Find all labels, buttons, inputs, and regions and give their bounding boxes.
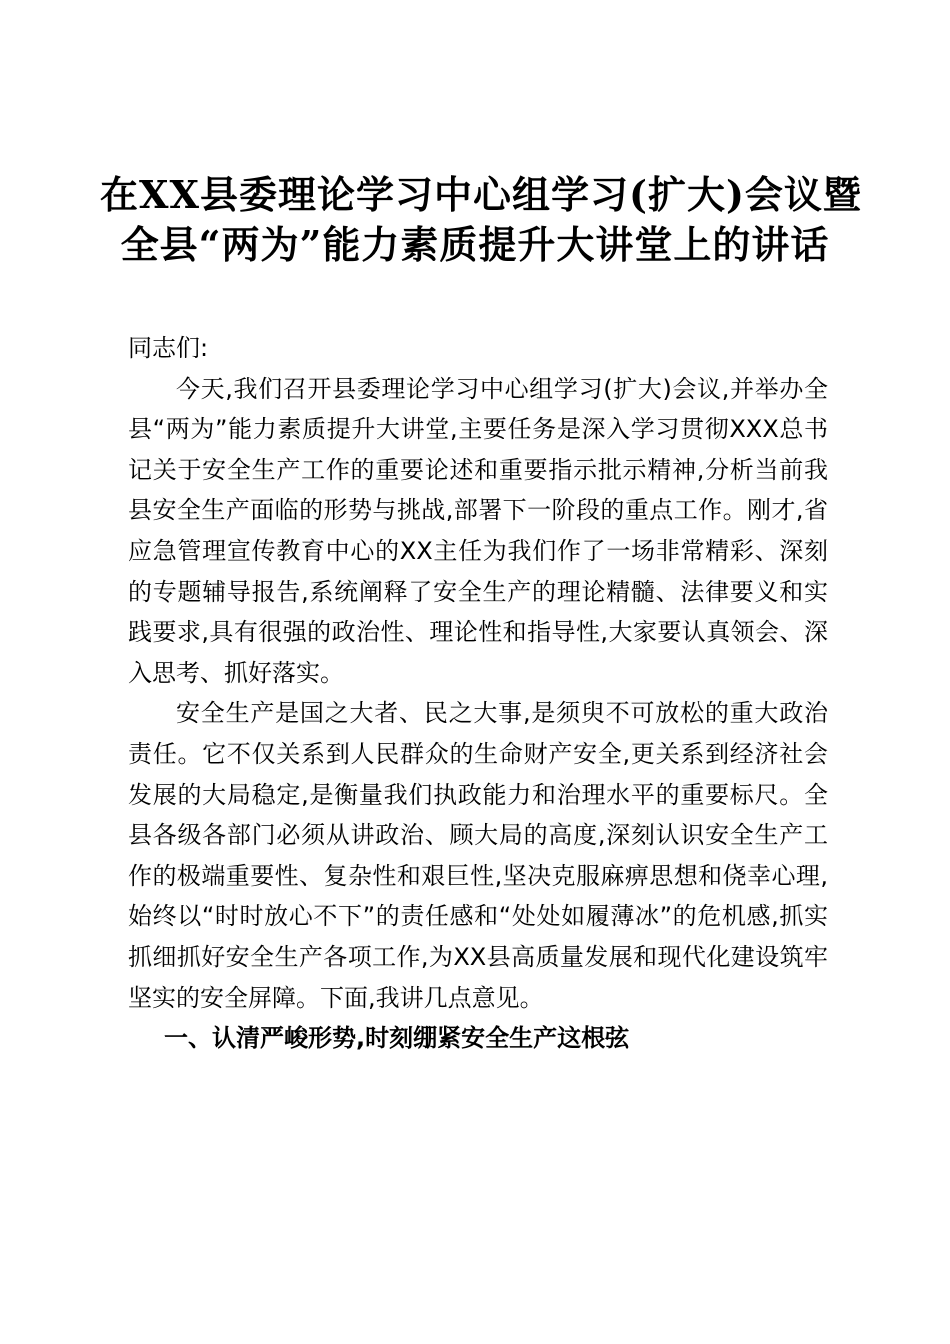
greeting: 同志们: [128, 334, 209, 362]
document-title [100, 170, 862, 270]
section-heading: 一、认清严峻形势,时刻绷紧安全生产这根弦 [164, 1024, 630, 1053]
title-line-1: 在XX县委理论学习中心组学习(扩大)会议暨 [100, 172, 862, 217]
paragraph-intro: 今天,我们召开县委理论学习中心组学习(扩大)会议,并举办全县“两为”能力素质提升大讲堂,主要任务是深入学习贯彻XXX总书记关于安全生产工作的重要论述和重要指示批示精神,分析当前我县安全生产面临的形势与挑战,部署下一阶段的重点工作。刚才,省应急管理宣传教育中心的XX主任为我们作了一场非常精彩、深刻的专题辅导报告,系统阐释了安全生产的理论精髓、法律要义和实践要求,具有很强的政治性、理论性和指导性,大家要认真领会、深入思考、抓好落实。 [128, 374, 828, 687]
paragraph-safety: 安全生产是国之大者、民之大事,是须臾不可放松的重大政治责任。它不仅关系到人民群众的生命财产安全,更关系到经济社会发展的大局稳定,是衡量我们执政能力和治理水平的重要标尺。全县各级各部门必须从讲政治、顾大局的高度,深刻认识安全生产工作的极端重要性、复杂性和艰巨性,坚决克服麻痹思想和侥幸心理,始终以“时时放心不下”的责任感和“处处如履薄冰”的危机感,抓实抓细抓好安全生产各项工作,为XX县高质量发展和现代化建设筑牢坚实的安全屏障。下面,我讲几点意见。 [128, 699, 828, 1012]
title-line-2: 全县“两为”能力素质提升大讲堂上的讲话 [120, 222, 830, 267]
document-body [128, 328, 828, 1059]
